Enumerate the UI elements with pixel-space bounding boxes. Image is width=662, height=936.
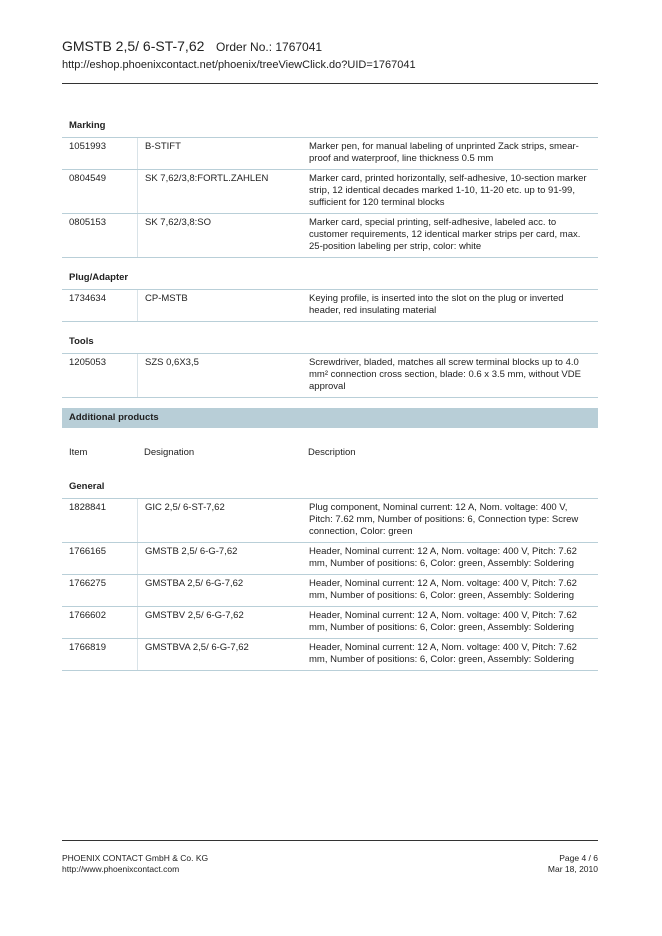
description: Marker card, printed horizontally, self-adhesive, 10-section marker strip, 12 identical decades marked 1-10, 11-20 etc. up to 91-99, sufficient for 120 terminal blocks bbox=[309, 173, 587, 208]
footer-website[interactable]: http://www.phoenixcontact.com bbox=[62, 864, 180, 874]
designation: GIC 2,5/ 6-ST-7,62 bbox=[137, 499, 302, 542]
description: Plug component, Nominal current: 12 A, Nom. voltage: 400 V, Pitch: 7.62 mm, Number of positions: 6, Connection type: Screw connection, Color: green bbox=[309, 502, 579, 537]
item-number: 0805153 bbox=[69, 217, 106, 228]
table-end-rule bbox=[62, 257, 598, 258]
designation: GMSTBA 2,5/ 6-G-7,62 bbox=[137, 575, 302, 606]
description: Marker pen, for manual labeling of unprinted Zack strips, smear-proof and waterproof, line thickness 0.5 mm bbox=[309, 141, 579, 164]
column-header-designation: Designation bbox=[144, 447, 195, 458]
item-number: 1766819 bbox=[69, 642, 106, 653]
table-end-rule bbox=[62, 321, 598, 322]
additional-products-band: Additional products bbox=[62, 408, 598, 428]
table-row bbox=[62, 606, 598, 638]
title-line bbox=[62, 38, 598, 56]
header-divider bbox=[62, 83, 598, 84]
item-number: 1766275 bbox=[69, 578, 106, 589]
item-number: 1766602 bbox=[69, 610, 106, 621]
description: Header, Nominal current: 12 A, Nom. voltage: 400 V, Pitch: 7.62 mm, Number of positions: 6, Color: green, Assembly: Soldering bbox=[309, 546, 577, 569]
description: Header, Nominal current: 12 A, Nom. voltage: 400 V, Pitch: 7.62 mm, Number of positions: 6, Color: green, Assembly: Soldering bbox=[309, 610, 577, 633]
table-end-rule bbox=[62, 397, 598, 398]
item-number: 1828841 bbox=[69, 502, 106, 513]
table-end-rule bbox=[62, 670, 598, 671]
description: Keying profile, is inserted into the slot on the plug or inverted header, red insulating material bbox=[309, 293, 564, 316]
table-row bbox=[62, 542, 598, 574]
table-row bbox=[62, 498, 598, 542]
section-tools bbox=[62, 330, 598, 398]
table-row bbox=[62, 353, 598, 397]
table-row bbox=[62, 137, 598, 169]
section-marking bbox=[62, 114, 598, 258]
table-row bbox=[62, 638, 598, 670]
page-header bbox=[62, 38, 598, 73]
designation: CP-MSTB bbox=[137, 290, 302, 321]
section-title-general: General bbox=[69, 481, 105, 492]
table-row bbox=[62, 213, 598, 257]
item-number: 1205053 bbox=[69, 357, 106, 368]
designation: GMSTB 2,5/ 6-G-7,62 bbox=[137, 543, 302, 574]
item-number: 1766165 bbox=[69, 546, 106, 557]
designation: GMSTBV 2,5/ 6-G-7,62 bbox=[137, 607, 302, 638]
designation: SK 7,62/3,8:FORTL.ZAHLEN bbox=[137, 170, 302, 213]
footer-page-number: Page 4 / 6 bbox=[559, 853, 598, 863]
footer-company: PHOENIX CONTACT GmbH & Co. KG bbox=[62, 853, 209, 863]
section-general bbox=[62, 475, 598, 671]
description: Marker card, special printing, self-adhesive, labeled acc. to customer requirements, 12 identical marker strips per card, max. 25-position labeling per strip, color: white bbox=[309, 217, 581, 252]
product-title: GMSTB 2,5/ 6-ST-7,62 bbox=[62, 38, 205, 54]
section-title-tools: Tools bbox=[69, 336, 94, 347]
item-number: 0804549 bbox=[69, 173, 106, 184]
accessories-content bbox=[62, 114, 598, 673]
product-url[interactable]: http://eshop.phoenixcontact.net/phoenix/treeViewClick.do?UID=1767041 bbox=[62, 59, 416, 71]
section-plug-adapter bbox=[62, 266, 598, 322]
description: Header, Nominal current: 12 A, Nom. voltage: 400 V, Pitch: 7.62 mm, Number of positions: 6, Color: green, Assembly: Soldering bbox=[309, 578, 577, 601]
section-title-marking: Marking bbox=[69, 120, 106, 131]
table-row bbox=[62, 169, 598, 213]
designation: SK 7,62/3,8:SO bbox=[137, 214, 302, 257]
item-number: 1051993 bbox=[69, 141, 106, 152]
order-number: Order No.: 1767041 bbox=[216, 40, 323, 54]
description: Header, Nominal current: 12 A, Nom. voltage: 400 V, Pitch: 7.62 mm, Number of positions: 6, Color: green, Assembly: Soldering bbox=[309, 642, 577, 665]
column-header-item: Item bbox=[69, 447, 88, 458]
footer-divider bbox=[62, 840, 598, 841]
designation: B-STIFT bbox=[137, 138, 302, 169]
designation: SZS 0,6X3,5 bbox=[137, 354, 302, 397]
description: Screwdriver, bladed, matches all screw terminal blocks up to 4.0 mm² connection cross section, blade: 0.6 x 3.5 mm, without VDE approval bbox=[309, 357, 581, 392]
column-header-description: Description bbox=[308, 447, 356, 458]
table-row bbox=[62, 289, 598, 321]
footer-date: Mar 18, 2010 bbox=[547, 864, 598, 874]
column-headers bbox=[62, 428, 598, 467]
section-title-plug-adapter: Plug/Adapter bbox=[69, 272, 129, 283]
designation: GMSTBVA 2,5/ 6-G-7,62 bbox=[137, 639, 302, 670]
table-row bbox=[62, 574, 598, 606]
item-number: 1734634 bbox=[69, 293, 106, 304]
